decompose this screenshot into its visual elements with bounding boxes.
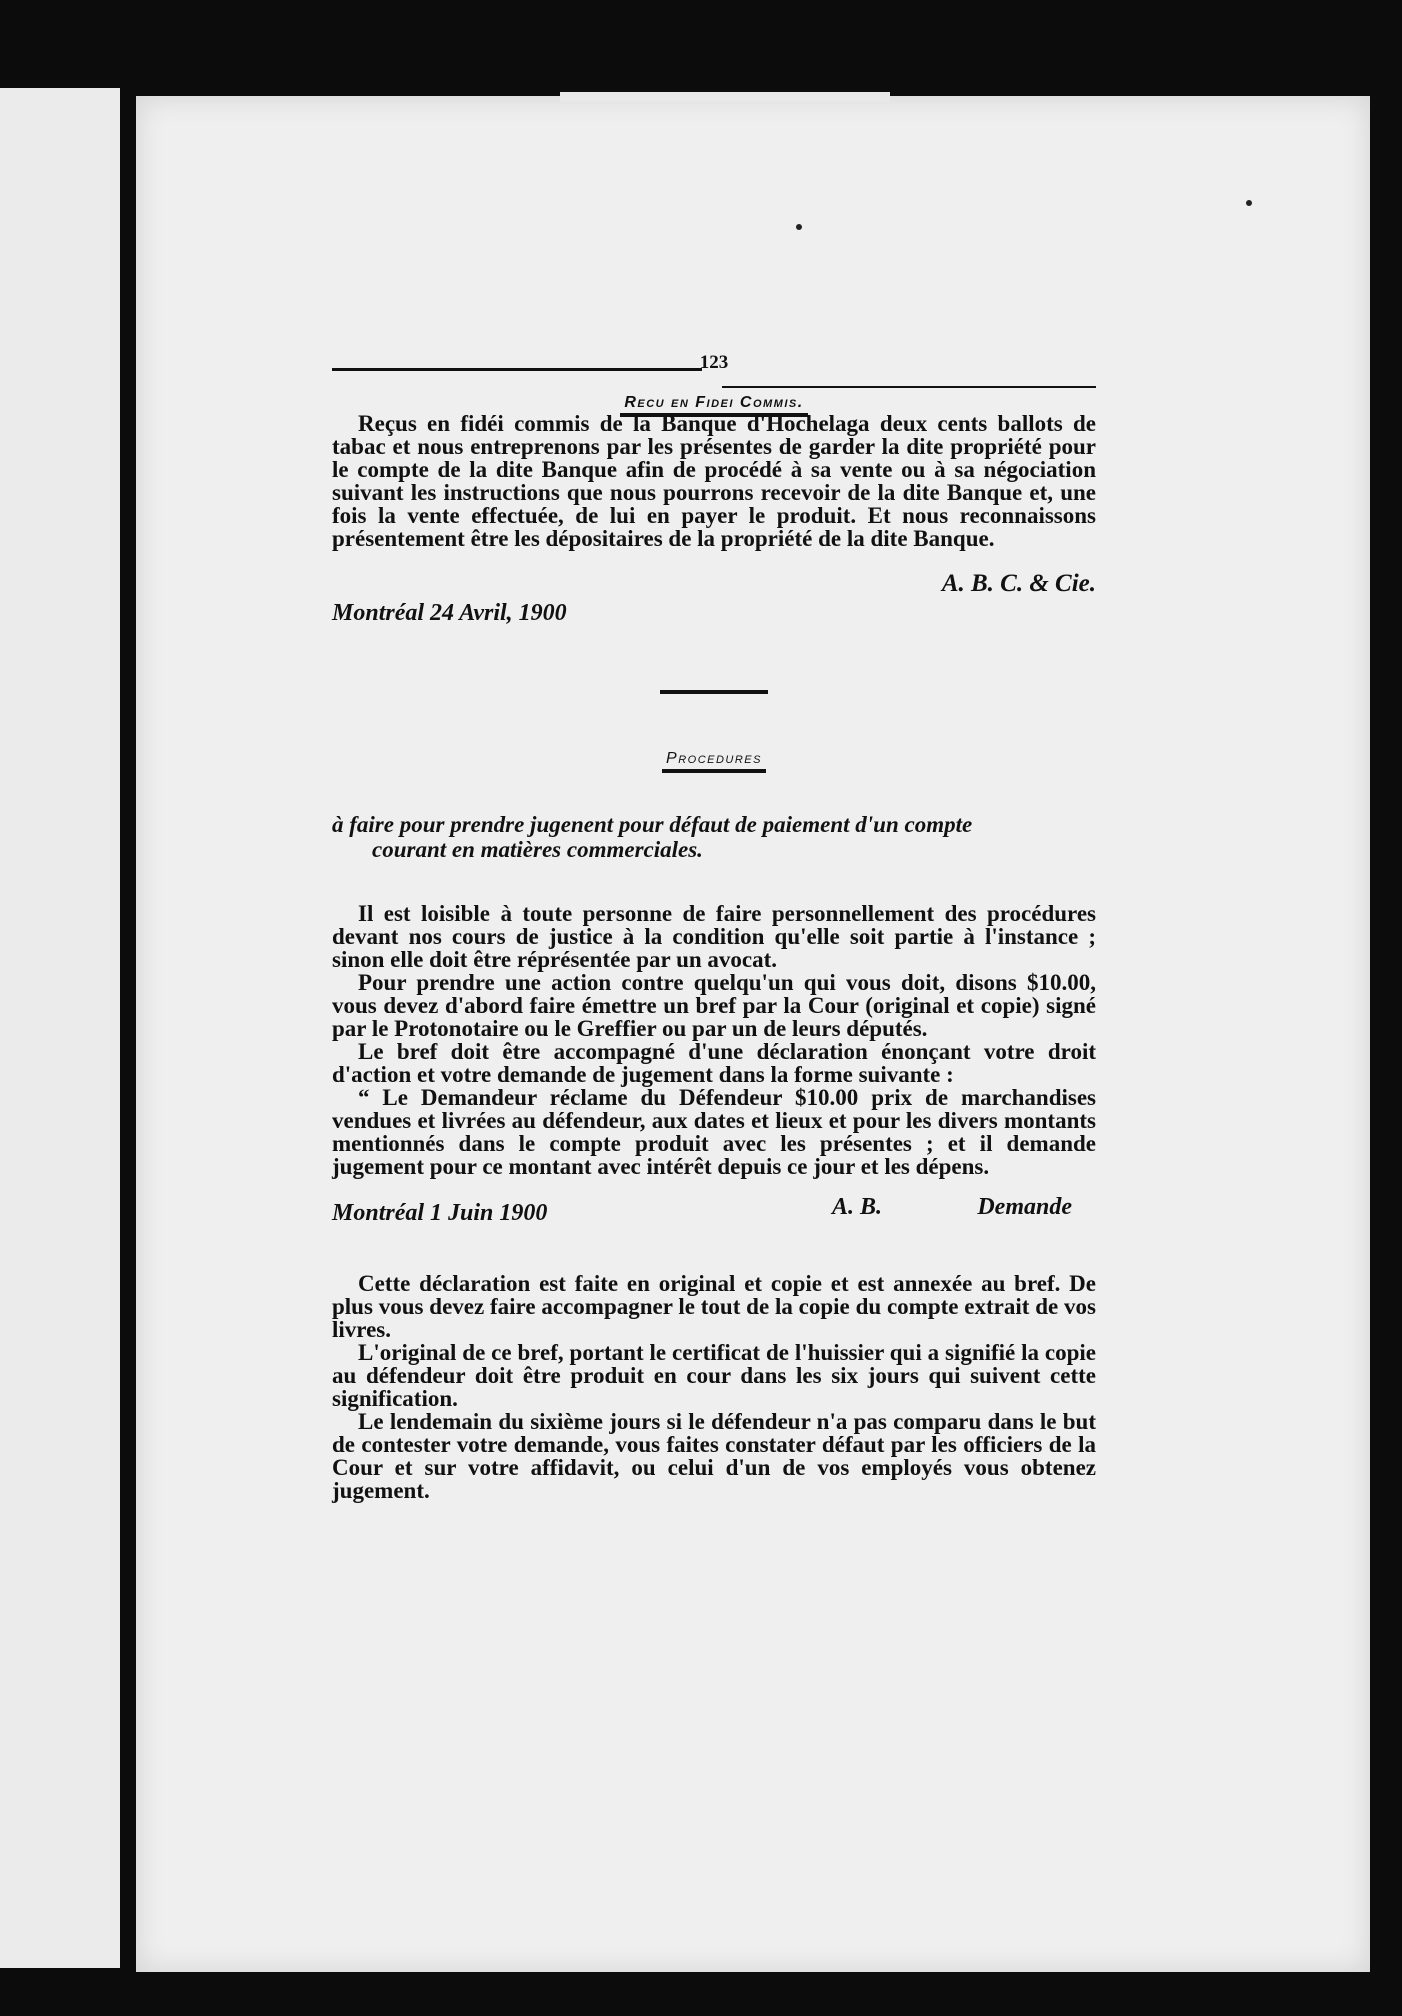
declaration-signature-name: A. B.	[832, 1194, 883, 1220]
section-divider	[660, 690, 768, 694]
recu-signature: A. B. C. & Cie.	[941, 570, 1096, 597]
page-number: 123	[699, 352, 729, 373]
section-title-procedures	[332, 750, 1096, 768]
facing-page-edge	[0, 88, 120, 1968]
procedures-subtitle-line1: à faire pour prendre jugenent pour défaut de paiement d'un compte	[332, 812, 973, 837]
procedures-paragraph: “ Le Demandeur réclame du Défendeur $10.00 prix de marchandises vendues et livrées au défendeur, aux dates et lieux et pour les divers montants mentionnés dans le compte produit avec les présentes ; et il demande jugement pour ce montant avec intérêt depuis ce jour et les dépens.	[332, 1085, 1096, 1179]
procedures-paragraph: Il est loisible à toute personne de faire personnellement des procédures devant nos cours de justice à la condition qu'elle soit partie à l'instance ; sinon elle doit être réprésentée par un avocat.	[332, 901, 1096, 972]
recu-signature-block	[332, 564, 1096, 634]
section-title-recu	[332, 394, 1096, 412]
procedures-paragraph: Le bref doit être accompagné d'une déclaration énonçant votre droit d'action et votre demande de jugement dans la forme suivante :	[332, 1039, 1096, 1087]
declaration-signature-block	[332, 1194, 1096, 1250]
page-top-strip	[560, 92, 890, 102]
procedures-body	[332, 902, 1096, 1178]
page-header	[332, 350, 1096, 390]
declaration-place-date: Montréal 1 Juin 1900	[332, 1200, 548, 1226]
recu-paragraph: Reçus en fidéi commis de la Banque d'Hochelaga deux cents ballots de tabac et nous entreprenons par les présentes de garder la dite propriété pour le compte de la dite Banque afin de procédé à sa vente ou à sa négociation suivant les instructions que nous pourrons recevoir de la dite Banque et, une fois la vente effectuée, de lui en payer le produit. Et nous reconnaissons présentement être les dépositaires de la propriété de la dite Banque.	[332, 411, 1096, 551]
recu-place-date: Montréal 24 Avril, 1900	[332, 600, 567, 626]
final-paragraph: Cette déclaration est faite en original et copie et est annexée au bref. De plus vous devez faire accompagner le tout de la copie du compte extrait de vos livres.	[332, 1271, 1096, 1342]
final-paragraph: L'original de ce bref, portant le certificat de l'huissier qui a signifié la copie au défendeur doit être produit en cour dans les six jours qui suivent cette signification.	[332, 1340, 1096, 1411]
procedures-subtitle-line2: courant en matières commerciales.	[372, 837, 703, 862]
ink-speck	[1246, 200, 1252, 206]
procedures-final-body	[332, 1272, 1096, 1502]
page-content	[332, 350, 1096, 1502]
header-rule-right	[722, 386, 1096, 388]
final-paragraph: Le lendemain du sixième jours si le défendeur n'a pas comparu dans le but de contester votre demande, vous faites constater défaut par les officiers de la Cour et sur votre affidavit, ou celui d'un de vos employés vous obtenez jugement.	[332, 1409, 1096, 1503]
section-title-procedures-text: Procedures	[662, 750, 766, 773]
section-title-recu-text: Recu en Fidei Commis.	[620, 394, 807, 417]
procedures-paragraph: Pour prendre une action contre quelqu'un qui vous doit, disons $10.00, vous devez d'abord faire émettre un bref par la Cour (original et copie) signé par le Protonotaire ou le Greffier ou par un de leurs députés.	[332, 970, 1096, 1041]
ink-speck	[796, 224, 802, 230]
procedures-subtitle	[332, 812, 1096, 862]
declaration-signature-role: Demande	[977, 1194, 1072, 1220]
